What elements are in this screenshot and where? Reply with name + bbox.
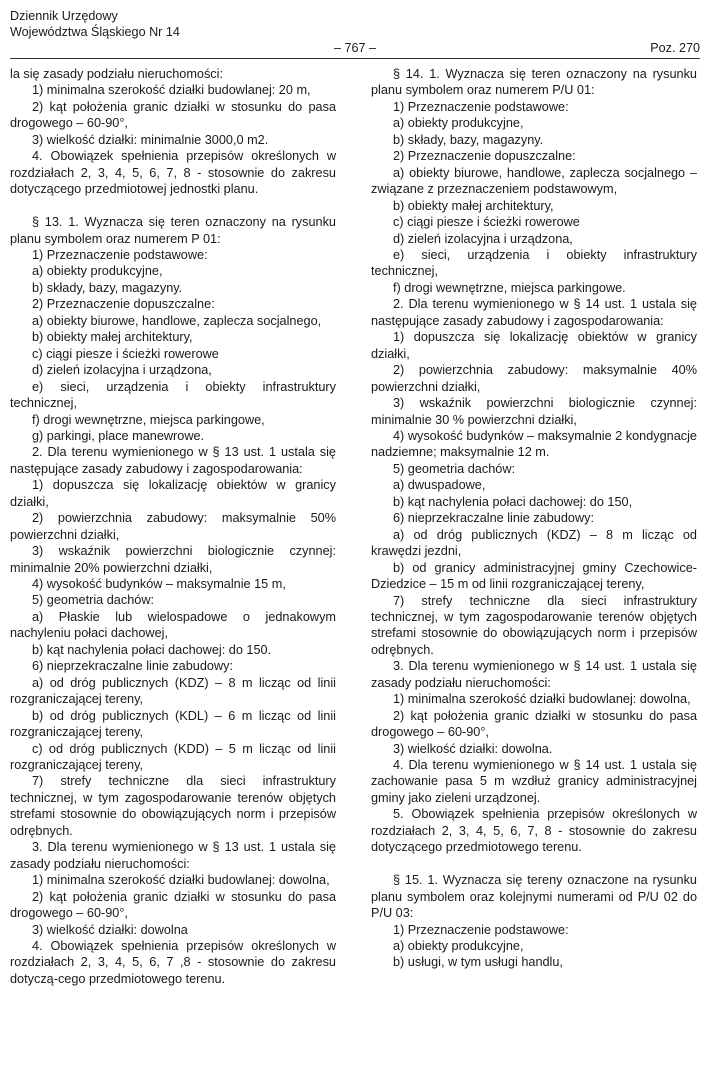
paragraph: 2. Dla terenu wymienionego w § 14 ust. 1 ustala się następujące zasady zabudowy i zagospodarowania: — [371, 297, 697, 328]
paragraph: a) Płaskie lub wielospadowe o jednakowym nachyleniu połaci dachowej, — [10, 609, 336, 641]
paragraph: e) sieci, urządzenia i obiekty infrastruktury technicznej, — [371, 247, 697, 279]
paragraph: 4) wysokość budynków – maksymalnie 2 kondygnacje nadziemne; maksymalnie 12 m. — [371, 428, 697, 460]
paragraph: 2) powierzchnia zabudowy: maksymalnie 40% powierzchni działki, — [371, 363, 697, 394]
paragraph: 2) powierzchnia zabudowy: maksymalnie 50% powierzchni działki, — [10, 511, 336, 542]
header-rule — [10, 58, 700, 59]
paragraph: § 14. 1. Wyznacza się teren oznaczony na rysunku planu symbolem oraz numerem P/U 01: — [371, 67, 697, 98]
paragraph: a) dwuspadowe, — [393, 478, 486, 493]
paragraph: e) sieci, urządzenia i obiekty infrastruktury technicznej, — [10, 379, 336, 411]
paragraph: 1) Przeznaczenie podstawowe: — [393, 99, 569, 114]
paragraph: b) kąt nachylenia połaci dachowej: do 150, — [393, 494, 633, 509]
position-number: Poz. 270 — [650, 41, 700, 55]
paragraph: 7) strefy techniczne dla sieci infrastruktury technicznej, w tym zagospodarowanie terenów objętych strefami stosownie do obowiązujących norm i przepisów odrębnych. — [371, 593, 697, 657]
paragraph: a) od dróg publicznych (KDZ) – 8 m licząc od krawędzi jezdni, — [371, 527, 697, 559]
paragraph: c) ciągi piesze i ścieżki rowerowe — [393, 215, 580, 230]
paragraph: b) kąt nachylenia połaci dachowej: do 150. — [32, 642, 272, 657]
paragraph: 3) wielkość działki: dowolna. — [393, 741, 553, 756]
journal-title-line-2: Województwa Śląskiego Nr 14 — [10, 25, 180, 39]
paragraph: 5. Obowiązek spełnienia przepisów określonych w rozdziałach 2, 3, 4, 5, 6, 7, 8 - stosownie do zakresu dotyczącego przedmiotowego terenu. — [371, 807, 697, 855]
paragraph: 2) kąt położenia granic działki w stosunku do pasa drogowego – 60-90°, — [10, 889, 336, 921]
paragraph: 2) Przeznaczenie dopuszczalne: — [393, 149, 576, 164]
paragraph: a) obiekty produkcyjne, — [393, 939, 524, 953]
paragraph: b) składy, bazy, magazyny. — [393, 132, 544, 147]
paragraph: a) obiekty produkcyjne, — [393, 116, 524, 131]
paragraph: 1) dopuszcza się lokalizację obiektów w granicy działki, — [371, 330, 697, 361]
paragraph: a) obiekty produkcyjne, — [32, 264, 163, 279]
paragraph: 5) geometria dachów: — [32, 593, 155, 608]
paragraph: 4. Obowiązek spełnienia przepisów określonych w rozdziałach 2, 3, 4, 5, 6, 7, 8 - stosownie do zakresu dotyczącego przedmiotowej jednostki planu. — [10, 149, 336, 197]
journal-title-line-1: Dziennik Urzędowy — [10, 9, 118, 23]
paragraph: b) składy, bazy, magazyny. — [32, 280, 183, 295]
paragraph: 1) minimalna szerokość działki budowlanej: dowolna, — [32, 873, 330, 888]
paragraph: 1) Przeznaczenie podstawowe: — [32, 247, 208, 262]
paragraph: 2. Dla terenu wymienionego w § 13 ust. 1 ustala się następujące zasady zabudowy i zagospodarowania: — [10, 445, 336, 476]
right-column — [371, 66, 697, 971]
paragraph: 3) wskaźnik powierzchni biologicznie czynnej: minimalnie 20% powierzchni działki, — [10, 544, 336, 575]
paragraph: 1) Przeznaczenie podstawowe: — [393, 922, 569, 937]
paragraph: a) od dróg publicznych (KDZ) – 8 m licząc od linii rozgraniczającej tereny, — [10, 675, 336, 707]
paragraph: c) ciągi piesze i ścieżki rowerowe — [32, 346, 219, 361]
paragraph: 1) minimalna szerokość działki budowlanej: dowolna, — [393, 692, 691, 707]
paragraph: f) drogi wewnętrzne, miejsca parkingowe, — [32, 412, 265, 427]
paragraph: 2) Przeznaczenie dopuszczalne: — [32, 297, 215, 312]
paragraph: b) od granicy administracyjnej gminy Czechowice-Dziedzice – 15 m od linii rozgraniczającej tereny, — [371, 560, 697, 592]
paragraph: g) parkingi, place manewrowe. — [32, 428, 205, 443]
paragraph: 5) geometria dachów: — [393, 461, 516, 476]
paragraph: b) obiekty małej architektury, — [393, 198, 554, 213]
paragraph: b) od dróg publicznych (KDL) – 6 m licząc od linii rozgraniczającej tereny, — [10, 708, 336, 740]
paragraph: 6) nieprzekraczalne linie zabudowy: — [32, 659, 233, 674]
paragraph: 3) wielkość działki: dowolna — [32, 922, 188, 937]
paragraph: 3. Dla terenu wymienionego w § 14 ust. 1 ustala się zasady podziału nieruchomości: — [371, 659, 697, 690]
paragraph: d) zieleń izolacyjna i urządzona, — [393, 231, 573, 246]
paragraph: a) obiekty biurowe, handlowe, zaplecza socjalnego – związane z przeznaczeniem podstawowym, — [371, 165, 697, 197]
paragraph: 6) nieprzekraczalne linie zabudowy: — [393, 511, 594, 526]
paragraph: a) obiekty biurowe, handlowe, zaplecza socjalnego, — [32, 313, 322, 328]
paragraph: 1) minimalna szerokość działki budowlanej: 20 m, — [32, 83, 311, 98]
paragraph: 1) dopuszcza się lokalizację obiektów w granicy działki, — [10, 478, 336, 509]
paragraph: d) zieleń izolacyjna i urządzona, — [32, 363, 212, 378]
paragraph: la się zasady podziału nieruchomości: — [10, 67, 223, 81]
page-number: – 767 – — [333, 41, 377, 55]
paragraph: 2) kąt położenia granic działki w stosunku do pasa drogowego – 60-90°, — [10, 99, 336, 131]
paragraph: 7) strefy techniczne dla sieci infrastruktury technicznej, w tym zagospodarowanie terenów objętych strefami stosownie do obowiązujących norm i przepisów odrębnych. — [10, 774, 336, 838]
paragraph: 4. Dla terenu wymienionego w § 14 ust. 1 ustala się zachowanie pasa 5 m wzdłuż granicy administracyjnej gminy jako zieleni urządzonej. — [371, 758, 697, 805]
left-column — [10, 66, 336, 987]
paragraph: 2) kąt położenia granic działki w stosunku do pasa drogowego – 60-90°, — [371, 708, 697, 740]
paragraph: 3) wielkość działki: minimalnie 3000,0 m2. — [32, 132, 269, 147]
paragraph: 3. Dla terenu wymienionego w § 13 ust. 1 ustala się zasady podziału nieruchomości: — [10, 840, 336, 871]
paragraph: § 15. 1. Wyznacza się tereny oznaczone na rysunku planu symbolem oraz kolejnymi numerami od P/U 02 do P/U 03: — [371, 873, 697, 921]
paragraph: 3) wskaźnik powierzchni biologicznie czynnej: minimalnie 30 % powierzchni działki, — [371, 396, 697, 427]
paragraph: b) obiekty małej architektury, — [32, 330, 193, 345]
paragraph: 4. Obowiązek spełnienia przepisów określonych w rozdziałach 2, 3, 4, 5, 6, 7 ,8 - stosownie do zakresu dotyczą-cego przedmiotowego terenu. — [10, 939, 336, 986]
paragraph: 4) wysokość budynków – maksymalnie 15 m, — [32, 577, 286, 592]
paragraph: b) usługi, w tym usługi handlu, — [393, 955, 563, 970]
paragraph: § 13. 1. Wyznacza się teren oznaczony na rysunku planu symbolem oraz numerem P 01: — [10, 215, 336, 246]
paragraph: c) od dróg publicznych (KDD) – 5 m licząc od linii rozgraniczającej tereny, — [10, 741, 336, 773]
journal-title — [10, 8, 180, 40]
paragraph: f) drogi wewnętrzne, miejsca parkingowe. — [393, 280, 626, 295]
